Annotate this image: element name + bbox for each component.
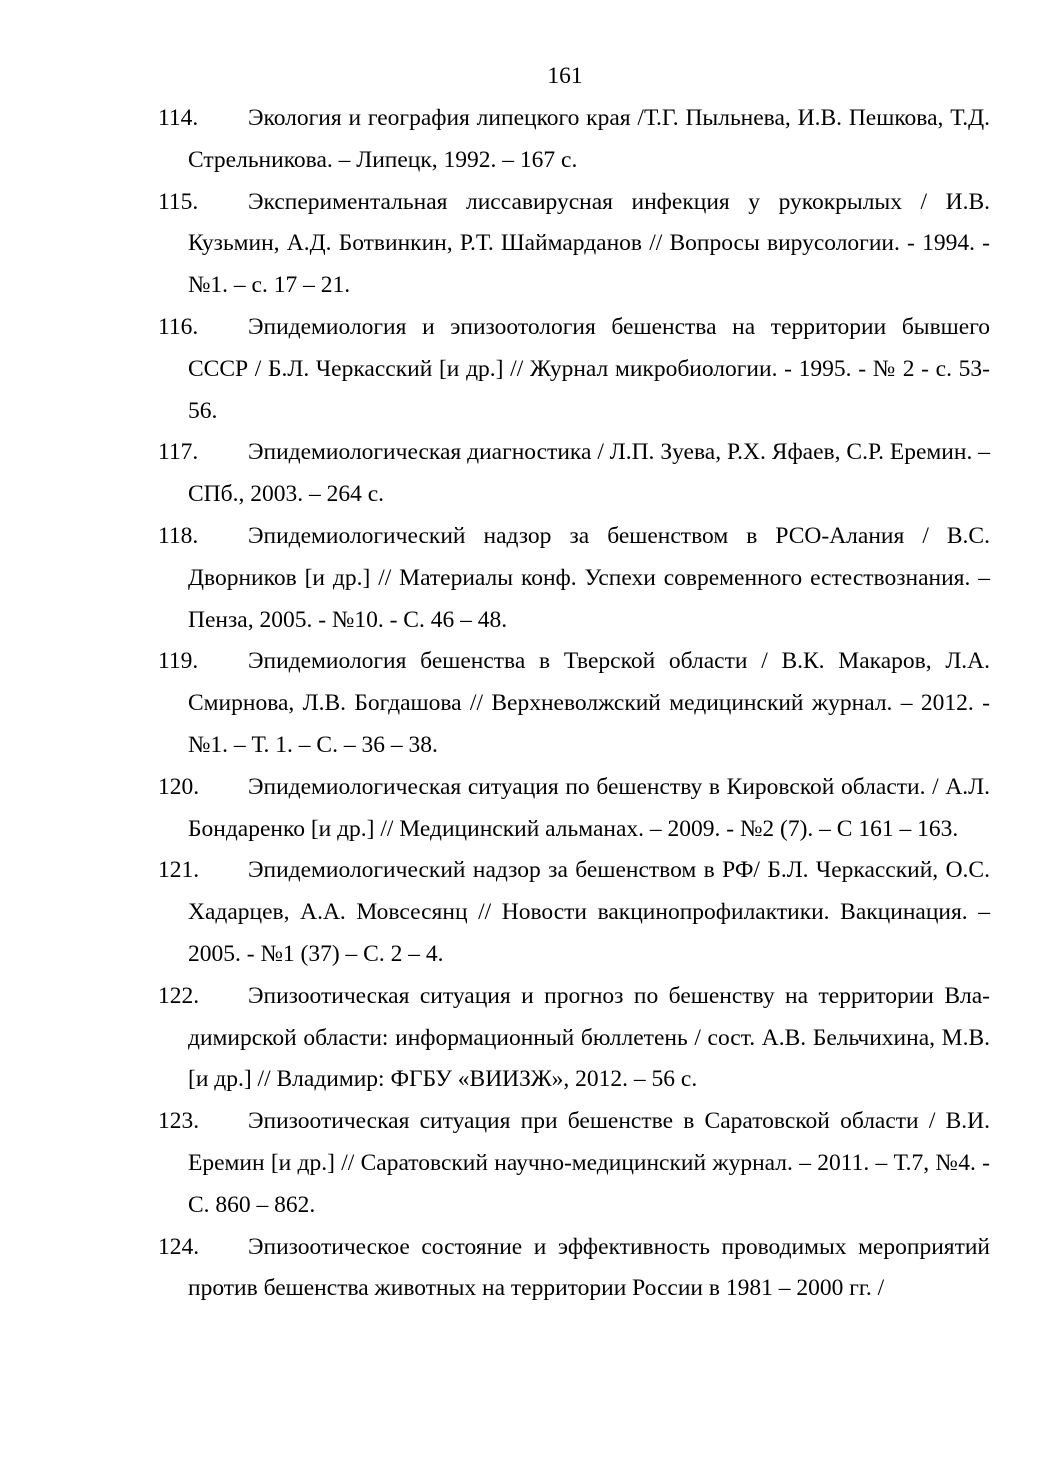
reference-text: Экспериментальная лиссавирусная инфекция у рукокрылых / И.В. Кузьмин, А.Д. Ботвинкин, Р.Т. Шаймарданов // Вопросы вирусологии. - 1994. - №1. – с. 17 – 21. — [188, 188, 990, 299]
reference-item-118 — [158, 516, 990, 641]
reference-list — [158, 98, 990, 1310]
reference-number: 116. — [158, 313, 199, 340]
reference-item-120 — [158, 767, 990, 851]
page-number: 161 — [547, 63, 583, 89]
reference-item-117 — [158, 432, 990, 516]
reference-number: 123. — [158, 1108, 200, 1135]
reference-number: 122. — [158, 982, 200, 1009]
reference-number: 114. — [158, 105, 199, 131]
reference-text: Эпидемиологическая ситуация по бешенству в Кировской области. / А.Л. Бондаренко [и др.] // Медицинский альманах. – 2009. - №2 (7). – С 161 – 163. — [188, 773, 990, 842]
reference-text: Эпидемиологическая диагностика / Л.П. Зуева, Р.Х. Яфаев, С.Р. Еремин. – СПб., 2003. – 264 с. — [188, 439, 990, 508]
reference-item-114 — [158, 98, 990, 182]
reference-text: Эпизоотическое состояние и эффективность проводимых мероприятий против бешенства животных на территории России в 1981 – 2000 гг. / — [188, 1233, 990, 1302]
reference-item-122 — [158, 976, 990, 1101]
reference-item-124 — [158, 1227, 990, 1311]
reference-item-115 — [158, 182, 990, 307]
reference-number: 124. — [158, 1233, 200, 1260]
reference-text: Эпидемиология бешенства в Тверской области / В.К. Макаров, Л.А. Смирнова, Л.В. Богдашова // Верхневолжский медицинский журнал. – 2012. - №1. – Т. 1. – С. – 36 – 38. — [188, 648, 990, 758]
reference-number: 121. — [158, 857, 200, 884]
reference-text: Эпидемиологический надзор за бешенством в РФ/ Б.Л. Черкасский, О.С. Хадарцев, А.А. Мовсесянц // Новости вакцинопрофилактики. Вакцинация. – 2005. - №1 (37) – С. 2 – 4. — [188, 857, 990, 967]
reference-number: 115. — [158, 188, 199, 215]
reference-number: 119. — [158, 648, 199, 675]
reference-number: 120. — [158, 773, 200, 800]
reference-item-116 — [158, 307, 990, 432]
reference-number: 118. — [158, 522, 199, 549]
reference-number: 117. — [158, 439, 199, 466]
reference-text: Эпидемиология и эпизоотология бешенства на территории бывшего СССР / Б.Л. Черкасский [и др.] // Журнал микробиологии. - 1995. - № 2 - с. 53-56. — [188, 313, 990, 424]
reference-item-123 — [158, 1101, 990, 1226]
reference-text: Эпизоотическая ситуация и прогноз по бешенству на территории Владимирской области: информационный бюллетень / сост. А.В. Бельчихина, М.В. [и др.] // Владимир: ФГБУ «ВИИЗЖ», 2012. – 56 с. — [188, 982, 990, 1093]
reference-item-119 — [158, 641, 990, 766]
reference-item-121 — [158, 850, 990, 975]
reference-text: Экология и география липецкого края /Т.Г. Пыльнева, И.В. Пешкова, Т.Д. Стрельникова. – Липецк, 1992. – 167 с. — [188, 105, 990, 173]
reference-text: Эпидемиологический надзор за бешенством в РСО-Алания / B.C. Дворников [и др.] // Материалы конф. Успехи современного естествознания. – Пенза, 2005. - №10. - С. 46 – 48. — [188, 522, 990, 633]
reference-text: Эпизоотическая ситуация при бешенстве в Саратовской области / В.И. Еремин [и др.] // Саратовский научно-медицинский журнал. – 2011. – Т.7, №4. - С. 860 – 862. — [188, 1108, 990, 1218]
